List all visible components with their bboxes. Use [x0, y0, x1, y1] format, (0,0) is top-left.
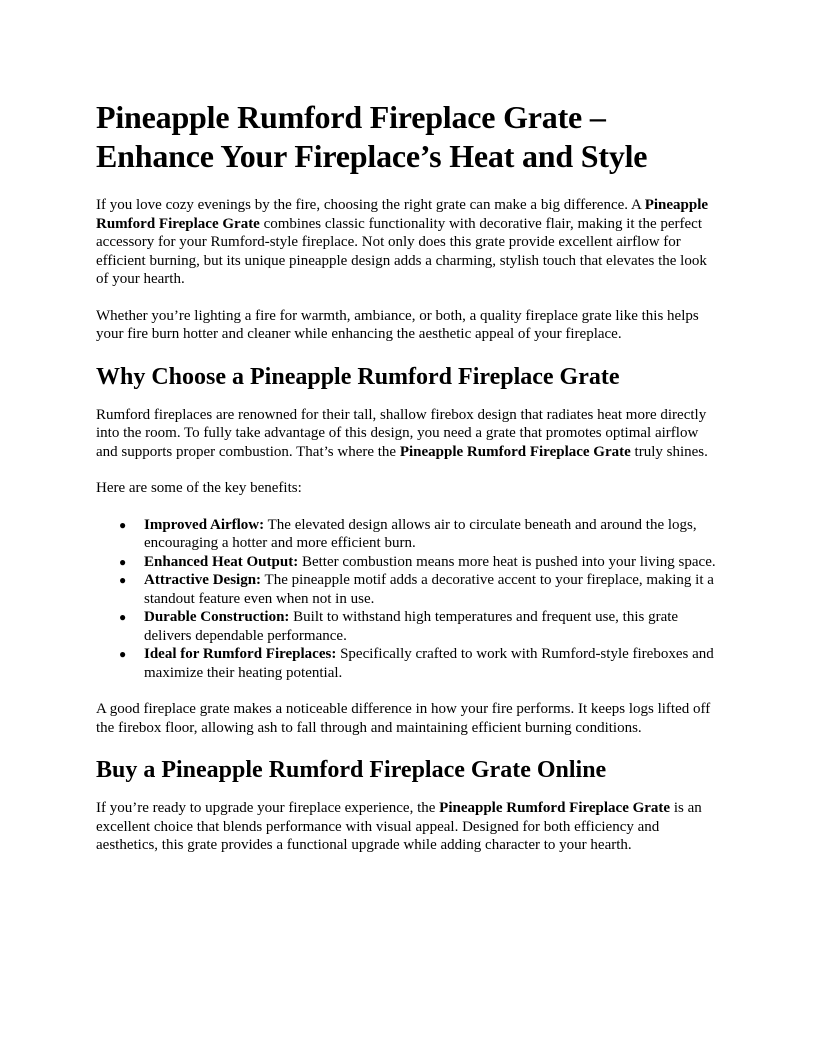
section-heading-why-choose: Why Choose a Pineapple Rumford Fireplace Grate [96, 363, 620, 390]
section2-p1-text-after: is an excellent choice that blends performance with visual appeal. Designed for both efficiency and aesthetics, this grate provides a functional upgrade while adding character to your hearth. [96, 800, 702, 853]
section2-p1-text-before: If you’re ready to upgrade your fireplace experience, the [96, 800, 440, 816]
list-item [119, 645, 720, 682]
benefit-label: Ideal for Rumford Fireplaces: [144, 646, 337, 662]
list-item [119, 553, 720, 572]
benefit-label: Improved Airflow: [144, 516, 265, 533]
section1-paragraph-3: A good fireplace grate makes a noticeable difference in how your fire performs. It keeps logs lifted off the firebox floor, allowing ash to fall through and maintaining efficient burning conditions. [96, 701, 711, 736]
section1-paragraph-1 [96, 406, 720, 462]
bullet-icon: ● [119, 573, 127, 587]
section1-p1-bold-product: Pineapple Rumford Fireplace Grate [399, 443, 631, 460]
benefits-list [96, 516, 720, 683]
bullet-icon: ● [119, 647, 127, 661]
intro-paragraph-2: Whether you’re lighting a fire for warmth, ambiance, or both, a quality fireplace grate like this helps your fire burn hotter and cleaner while enhancing the aesthetic appeal of your fireplace. [96, 307, 699, 342]
benefit-text: Specifically crafted to work with Rumford-style fireboxes and maximize their heating potential. [144, 646, 714, 681]
section2-p1-bold-product: Pineapple Rumford Fireplace Grate [439, 800, 671, 816]
intro-p1-bold-product: Pineapple Rumford Fireplace Grate [96, 197, 709, 232]
benefit-text: Built to withstand high temperatures and frequent use, this grate delivers dependable performance. [144, 609, 679, 644]
list-item [119, 571, 720, 608]
section2-paragraph-1 [96, 799, 720, 855]
bullet-icon: ● [119, 517, 127, 532]
document-page [96, 98, 720, 873]
list-item [119, 516, 720, 553]
page-title: Pineapple Rumford Fireplace Grate – Enhance Your Fireplace’s Heat and Style [96, 99, 648, 174]
bullet-icon: ● [119, 610, 127, 624]
section1-paragraph-2: Here are some of the key benefits: [96, 480, 302, 496]
benefit-text: The pineapple motif adds a decorative accent to your fireplace, making it a standout feature even when not in use. [144, 572, 714, 607]
benefit-label: Enhanced Heat Output: [144, 553, 299, 570]
list-item [119, 608, 720, 645]
benefit-label: Durable Construction: [144, 609, 290, 625]
bullet-icon: ● [119, 554, 127, 569]
intro-p1-text-before: If you love cozy evenings by the fire, choosing the right grate can make a big difference. A [96, 197, 645, 213]
section-heading-buy-online: Buy a Pineapple Rumford Fireplace Grate Online [96, 757, 607, 783]
intro-p1-text-after: combines classic functionality with decorative flair, making it the perfect accessory for your Rumford-style fireplace. Not only does this grate provide excellent airflow for efficient burning, but its unique pineapple design adds a charming, stylish touch that elevates the look of your hearth. [96, 215, 707, 287]
section1-p1-text-before: Rumford fireplaces are renowned for their tall, shallow firebox design that radiates heat more directly into the room. To fully take advantage of this design, you need a grate that promotes optimal airflow and supports proper combustion. That’s where the [96, 406, 707, 460]
benefit-text: Better combustion means more heat is pushed into your living space. [298, 553, 716, 570]
benefit-text: The elevated design allows air to circulate beneath and around the logs, encouraging a hotter and more efficient burn. [144, 516, 697, 551]
section1-p1-text-after: truly shines. [630, 443, 708, 460]
benefit-label: Attractive Design: [144, 572, 262, 588]
intro-paragraph-1 [96, 196, 720, 289]
